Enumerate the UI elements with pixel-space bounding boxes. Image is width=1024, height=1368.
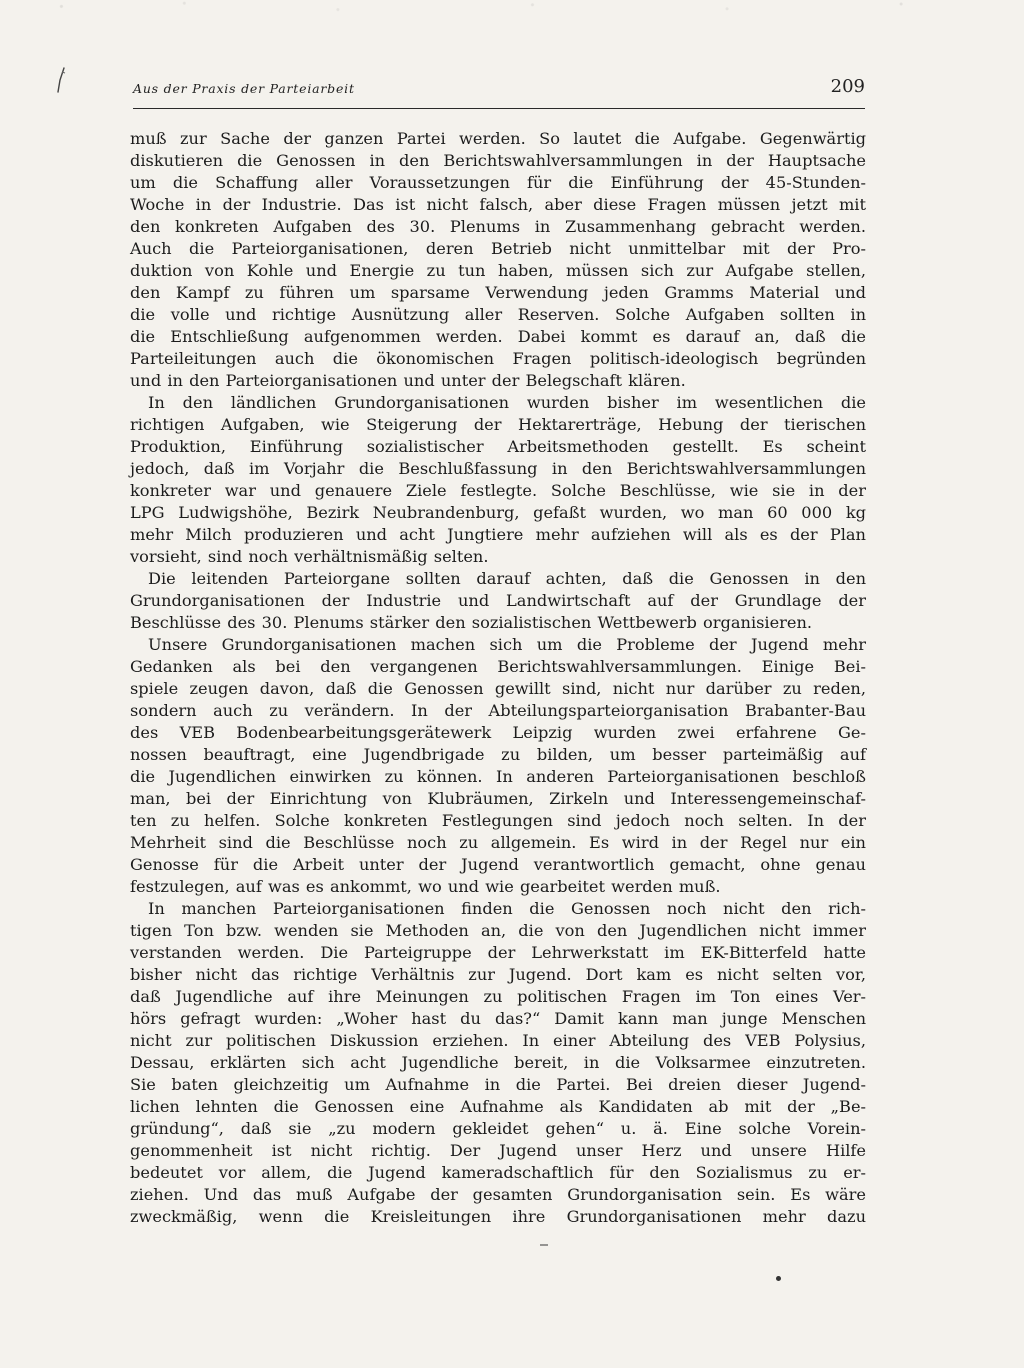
paragraph (130, 568, 866, 634)
scan-edge-noise (0, 0, 1024, 16)
body-text (130, 128, 866, 1228)
text-line: Parteileitungen auch die ökonomischen Fragen politisch-ideologisch begründen (130, 349, 866, 368)
paragraph (130, 898, 866, 1228)
text-line: LPG Ludwigshöhe, Bezirk Neubrandenburg, gefaßt wurden, wo man 60 000 kg (130, 503, 866, 522)
page-number: 209 (830, 76, 865, 97)
text-line: duktion von Kohle und Energie zu tun haben, müssen sich zur Aufgabe stellen, (130, 261, 866, 280)
text-line: Grundorganisationen der Industrie und Landwirtschaft auf der Grundlage der (130, 591, 866, 610)
text-line: die volle und richtige Ausnützung aller Reserven. Solche Aufgaben sollten in (130, 305, 866, 324)
text-line: die Jugendlichen einwirken zu können. In anderen Parteiorganisationen beschloß (130, 767, 866, 786)
pencil-mark-icon (54, 66, 68, 94)
text-line: sondern auch zu verändern. In der Abteilungsparteiorganisation Brabanter-Bau (130, 701, 866, 720)
text-line: jedoch, daß im Vorjahr die Beschlußfassung in den Berichtswahlversammlungen (130, 459, 866, 478)
running-title: Aus der Praxis der Parteiarbeit (133, 81, 355, 96)
text-line: den Kampf zu führen um sparsame Verwendung jeden Gramms Material und (130, 283, 866, 302)
text-line: bedeutet vor allem, die Jugend kameradschaftlich für den Sozialismus zu er- (130, 1163, 866, 1182)
scan-speck (540, 1244, 548, 1246)
text-line: den konkreten Aufgaben des 30. Plenums in Zusammenhang gebracht werden. (130, 217, 866, 236)
text-line: Mehrheit sind die Beschlüsse noch zu allgemein. Es wird in der Regel nur ein (130, 833, 866, 852)
paragraph (130, 392, 866, 568)
text-line: lichen lehnten die Genossen eine Aufnahme als Kandidaten ab mit der „Be- (130, 1097, 866, 1116)
text-line: In den ländlichen Grundorganisationen wurden bisher im wesentlichen die (148, 393, 866, 412)
text-line: diskutieren die Genossen in den Berichtswahlversammlungen in der Hauptsache (130, 151, 866, 170)
text-line: richtigen Aufgaben, wie Steigerung der Hektarerträge, Hebung der tierischen (130, 415, 866, 434)
text-line: um die Schaffung aller Voraussetzungen für die Einführung der 45-Stunden- (130, 173, 866, 192)
text-line: des VEB Bodenbearbeitungsgerätewerk Leipzig wurden zwei erfahrene Ge- (130, 723, 866, 742)
text-line: Beschlüsse des 30. Plenums stärker den sozialistischen Wettbewerb organisieren. (130, 613, 813, 632)
text-line: man, bei der Einrichtung von Klubräumen, Zirkeln und Interessengemeinschaf- (130, 789, 866, 808)
text-line: In manchen Parteiorganisationen finden die Genossen noch nicht den rich- (148, 899, 866, 918)
text-line: nicht zur politischen Diskussion erziehen. In einer Abteilung des VEB Polysius, (130, 1031, 866, 1050)
text-line: zweckmäßig, wenn die Kreisleitungen ihre Grundorganisationen mehr dazu (130, 1207, 866, 1226)
paragraph (130, 634, 866, 898)
text-line: Unsere Grundorganisationen machen sich um die Probleme der Jugend mehr (148, 635, 866, 654)
text-line: festzulegen, auf was es ankommt, wo und wie gearbeitet werden muß. (130, 877, 721, 896)
paragraph (130, 128, 866, 392)
text-line: muß zur Sache der ganzen Partei werden. So lautet die Aufgabe. Gegenwärtig (130, 129, 866, 148)
text-line: nossen beauftragt, eine Jugendbrigade zu bilden, um besser parteimäßig auf (130, 745, 866, 764)
text-line: daß Jugendliche auf ihre Meinungen zu politischen Fragen im Ton eines Ver- (130, 987, 866, 1006)
text-line: Auch die Parteiorganisationen, deren Betrieb nicht unmittelbar mit der Pro- (130, 239, 866, 258)
text-line: verstanden werden. Die Parteigruppe der Lehrwerkstatt im EK-Bitterfeld hatte (130, 943, 866, 962)
text-line: Sie baten gleichzeitig um Aufnahme in die Partei. Bei dreien dieser Jugend- (130, 1075, 866, 1094)
text-line: tigen Ton bzw. wenden sie Methoden an, die von den Jugendlichen nicht immer (130, 921, 866, 940)
text-line: hörs gefragt wurden: „Woher hast du das?“ Damit kann man junge Menschen (130, 1009, 866, 1028)
text-line: die Entschließung aufgenommen werden. Dabei kommt es darauf an, daß die (130, 327, 866, 346)
text-line: genommenheit ist nicht richtig. Der Jugend unser Herz und unsere Hilfe (130, 1141, 866, 1160)
text-line: mehr Milch produzieren und acht Jungtiere mehr aufziehen will als es der Plan (130, 525, 866, 544)
text-line: Die leitenden Parteiorgane sollten darauf achten, daß die Genossen in den (148, 569, 866, 588)
text-line: vorsieht, sind noch verhältnismäßig selten. (130, 547, 489, 566)
text-line: Dessau, erklärten sich acht Jugendliche bereit, in die Volksarmee einzutreten. (130, 1053, 866, 1072)
text-line: Gedanken als bei den vergangenen Berichtswahlversammlungen. Einige Bei- (130, 657, 866, 676)
text-line: Woche in der Industrie. Das ist nicht falsch, aber diese Fragen müssen jetzt mit (130, 195, 866, 214)
text-line: ziehen. Und das muß Aufgabe der gesamten Grundorganisation sein. Es wäre (130, 1185, 866, 1204)
text-line: Produktion, Einführung sozialistischer Arbeitsmethoden gestellt. Es scheint (130, 437, 866, 456)
text-line: spiele zeugen davon, daß die Genossen gewillt sind, nicht nur darüber zu reden, (130, 679, 866, 698)
text-line: konkreter war und genauere Ziele festlegte. Solche Beschlüsse, wie sie in der (130, 481, 866, 500)
scan-speck (776, 1276, 781, 1281)
text-line: ten zu helfen. Solche konkreten Festlegungen sind jedoch noch selten. In der (130, 811, 866, 830)
text-line: gründung“, daß sie „zu modern gekleidet gehen“ u. ä. Eine solche Vorein- (130, 1119, 866, 1138)
text-line: Genosse für die Arbeit unter der Jugend verantwortlich gemacht, ohne genau (130, 855, 866, 874)
text-line: bisher nicht das richtige Verhältnis zur Jugend. Dort kam es nicht selten vor, (130, 965, 866, 984)
text-line: und in den Parteiorganisationen und unter der Belegschaft klären. (130, 371, 686, 390)
running-header (133, 76, 865, 109)
